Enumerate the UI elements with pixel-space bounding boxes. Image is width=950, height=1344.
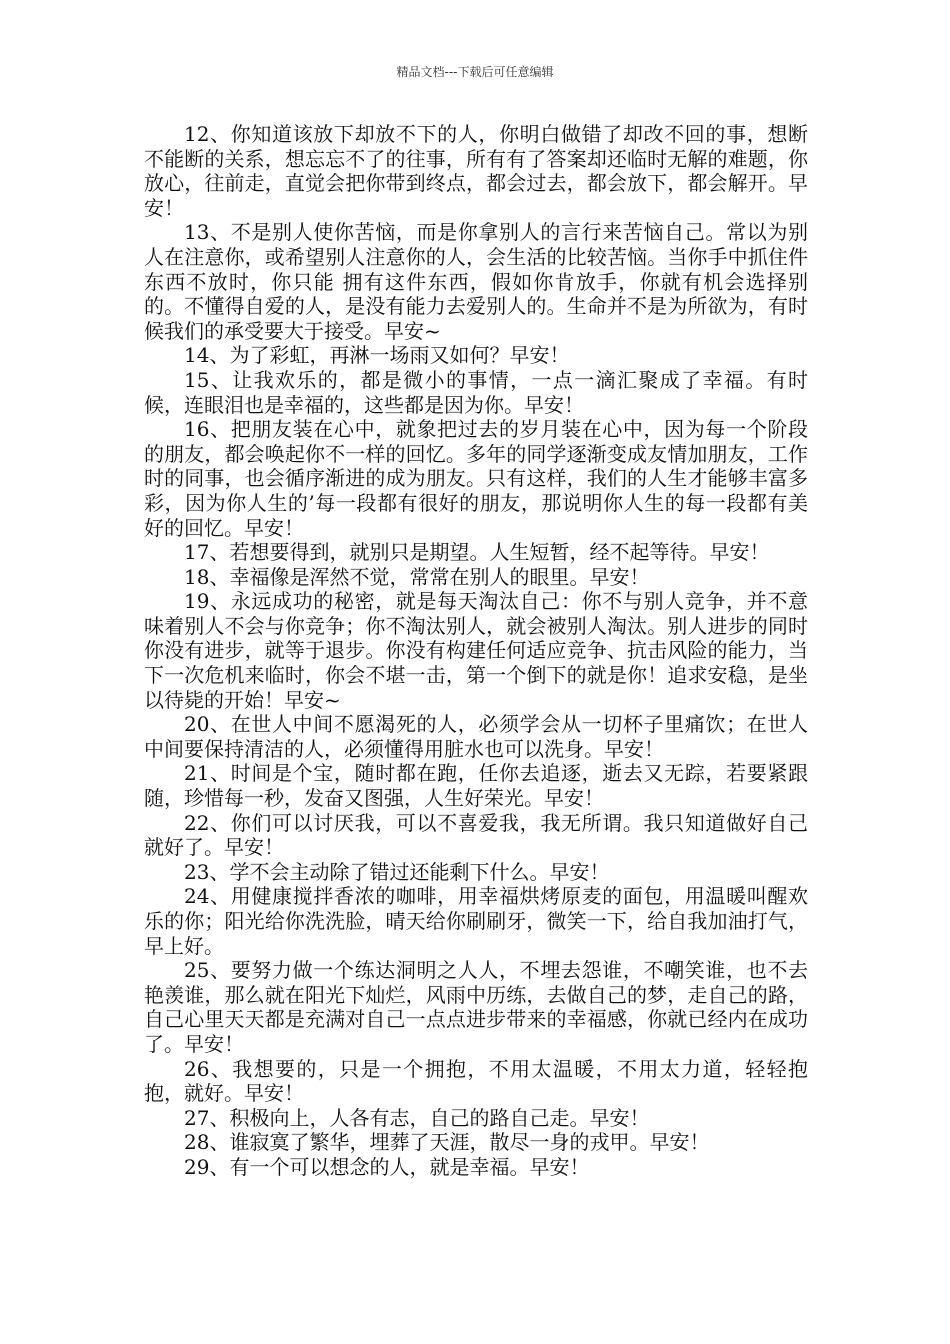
paragraph-18: 18、幸福像是浑然不觉，常常在别人的眼里。早安！ <box>184 564 650 589</box>
paragraph-24: 24、用健康搅拌香浓的咖啡，用幸福烘烤原麦的面包，用温暖叫醒欢乐的你；阳光给你洗洗脸，晴天给你刷刷牙，微笑一下，给自我加油打气，早上好。 <box>144 884 808 958</box>
page-header: 精品文档---下载后可任意编辑 <box>396 65 554 79</box>
paragraph-21: 21、时间是个宝，随时都在跑，任你去追逐，逝去又无踪，若要紧跟随，珍惜每一秒，发奋又图强，人生好荣光。早安！ <box>144 761 808 811</box>
paragraph-23: 23、学不会主动除了错过还能剩下什么。早安！ <box>184 859 610 884</box>
paragraph-26: 26、我想要的，只是一个拥抱，不用太温暖，不用太力道，轻轻抱抱，就好。早安！ <box>144 1056 808 1106</box>
paragraph-27: 27、积极向上，人各有志，自己的路自己走。早安！ <box>184 1105 650 1130</box>
paragraph-25: 25、要努力做一个练达洞明之人人，不埋去怨谁，不嘲笑谁，也不去艳羡谁，那么就在阳光下灿烂，风雨中历练，去做自己的梦，走自己的路，自己心里天天都是充满对自己一点点进步带来的幸福感，你就已经内在成功了。早安！ <box>144 958 808 1056</box>
document-body <box>144 122 808 1180</box>
paragraph-14: 14、为了彩虹，再淋一场雨又如何？早安！ <box>184 343 570 368</box>
paragraph-28: 28、谁寂寞了繁华，埋葬了天涯，散尽一身的戎甲。早安！ <box>184 1130 710 1155</box>
paragraph-22: 22、你们可以讨厌我，可以不喜爱我，我无所谓。我只知道做好自己就好了。早安！ <box>144 810 808 860</box>
paragraph-29: 29、有一个可以想念的人，就是幸福。早安！ <box>184 1154 590 1179</box>
paragraph-12: 12、你知道该放下却放不下的人，你明白做错了却改不回的事，想断不能断的关系，想忘忘不了的往事，所有有了答案却还临时无解的难题，你放心，往前走，直觉会把你带到终点，都会过去，都会放下，都会解开。早安！ <box>144 122 808 220</box>
paragraph-13: 13、不是别人使你苦恼，而是你拿别人的言行来苦恼自己。常以为别人在注意你，或希望别人注意你的人，会生活的比较苦恼。当你手中抓住件东西不放时，你只能 拥有这件东西，假如你肯放手，你就有机会选择别的。不懂得自爱的人，是没有能力去爱别人的。生命并不是为所欲为，有时候我们的承受要大于接受。早安~ <box>144 220 808 343</box>
paragraph-19: 19、永远成功的秘密，就是每天淘汰自己：你不与别人竞争，并不意味着别人不会与你竞争；你不淘汰别人，就会被别人淘汰。别人进步的同时你没有进步，就等于退步。你没有构建任何适应竞争、抗击风险的能力，当下一次危机来临时，你会不堪一击，第一个倒下的就是你！追求安稳，是坐以待毙的开始！早安~ <box>144 589 808 712</box>
paragraph-16: 16、把朋友装在心中，就象把过去的岁月装在心中，因为每一个阶段的朋友，都会唤起你不一样的回忆。多年的同学逐渐变成友情加朋友，工作时的同事，也会循序渐进的成为朋友。只有这样，我们的人生才能够丰富多彩，因为你人生的’每一段都有很好的朋友，那说明你人生的每一段都有美好的回忆。早安！ <box>144 417 808 540</box>
paragraph-17: 17、若想要得到，就别只是期望。人生短暂，经不起等待。早安！ <box>184 540 770 565</box>
paragraph-15: 15、让我欢乐的，都是微小的事情，一点一滴汇聚成了幸福。有时候，连眼泪也是幸福的，这些都是因为你。早安！ <box>144 367 808 417</box>
paragraph-20: 20、在世人中间不愿渴死的人，必须学会从一切杯子里痛饮；在世人中间要保持清洁的人，必须懂得用脏水也可以洗身。早安！ <box>144 712 808 761</box>
